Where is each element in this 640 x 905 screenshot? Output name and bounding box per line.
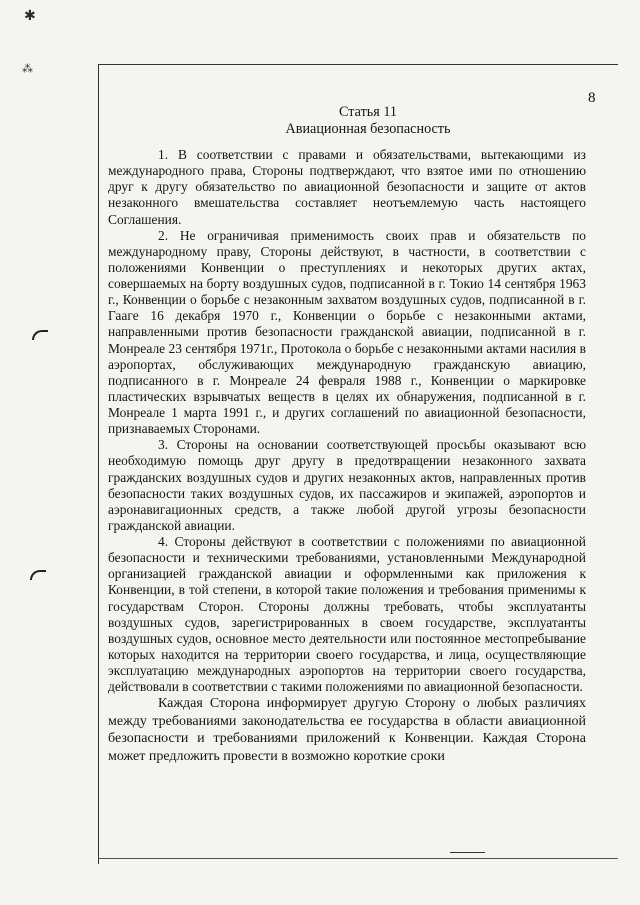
margin-mark-upper xyxy=(32,330,48,340)
paragraph-1: 1. В соответствии с правами и обязательствами, вытекающими из международного права, Стороны подтверждают, что взятое ими по отношению друг к другу обязательство по авиационной безопасности и защите от актов незаконного вмешательства составляет неотъемлемую часть настоящего Соглашения. xyxy=(108,147,586,227)
article-body xyxy=(108,147,586,765)
scan-speck-top: ✱ xyxy=(24,8,36,24)
paragraph-4: 4. Стороны действуют в соответствии с положениями по авиационной безопасности и техническими требованиями, установленными Международной организацией гражданской авиации и оформленными как приложения к Конвенции, в той степени, в которой такие положения и требования применимы к государствам Сторон. Стороны должны требовать, чтобы эксплуатанты воздушных судов, зарегистрированных в своем государстве, эксплуатанты воздушных судов, основное место деятельности или постоянное местопребывание которых находится на территории своего государства, и лица, осуществляющие эксплуатацию международных аэропортов на территории своего государства, действовали в соответствии с такими положениями по авиационной безопасности. xyxy=(108,534,586,695)
page-number: 8 xyxy=(588,90,596,106)
page-top-border xyxy=(98,64,618,65)
article-number: Статья 11 xyxy=(339,104,397,120)
margin-mark-lower xyxy=(30,570,46,580)
page-left-border xyxy=(98,64,99,864)
scan-speck-upper: ⁂ xyxy=(22,62,33,75)
paragraph-5: Каждая Сторона информирует другую Сторону о любых различиях между требованиями законодательства ее государства в области авиационной безопасности и требованиями приложений к Конвенции. Каждая Сторона может предложить провести в возможно короткие сроки xyxy=(108,696,586,764)
paragraph-2: 2. Не ограничивая применимость своих прав и обязательств по международному праву, Стороны действуют, в частности, в соответствии с положениями Конвенции о преступлениях и некоторых других актах, совершаемых на борту воздушных судов, подписанной в г. Токио 14 сентября 1963 г., Конвенции о борьбе с незаконным захватом воздушных судов, подписанной в г. Гааге 16 декабря 1970 г., Конвенции о борьбе с незаконными актами, направленными против безопасности гражданской авиации, подписанной в г. Монреале 23 сентября 1971г., Протокола о борьбе с незаконными актами насилия в аэропортах, обслуживающих международную гражданскую авиацию, подписанного в г. Монреале 24 февраля 1988 г., Конвенции о маркировке пластических взрывчатых веществ в целях их обнаружения, подписанной в г. Монреале 1 марта 1991 г., и других соглашений по авиационной безопасности, признаваемых Сторонами. xyxy=(108,227,586,437)
article-title: Авиационная безопасность xyxy=(285,121,451,137)
paragraph-3: 3. Стороны на основании соответствующей просьбы оказывают всю необходимую помощь друг другу в предотвращении незаконного захвата гражданских воздушных судов и других незаконных актов, направленных против безопасности таких воздушных судов, их пассажиров и экипажей, аэропортов и аэронавигационных средств, а также любой другой угрозы безопасности гражданской авиации. xyxy=(108,437,586,533)
bottom-dash-mark xyxy=(450,852,485,853)
page-bottom-border xyxy=(98,858,618,859)
